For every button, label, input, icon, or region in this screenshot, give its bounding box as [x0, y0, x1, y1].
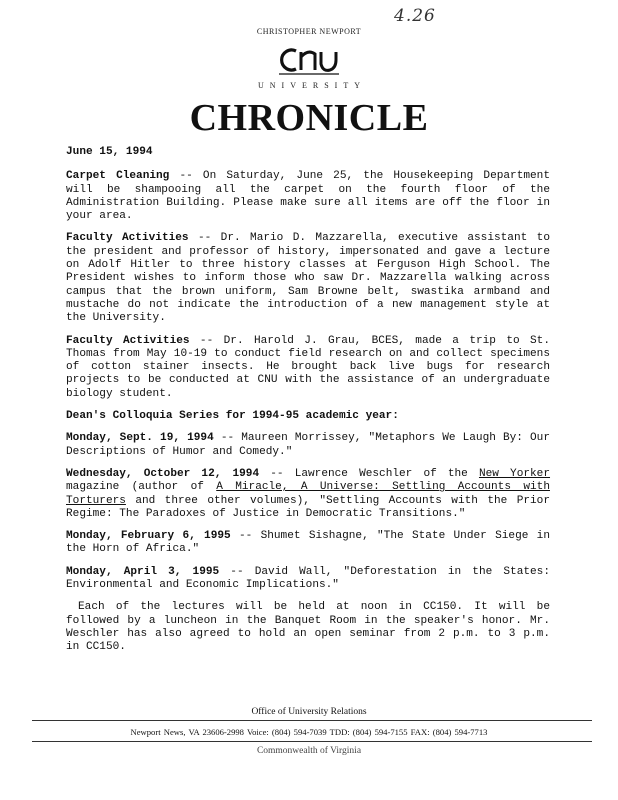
event-4	[66, 566, 550, 593]
closing-paragraph: Each of the lectures will be held at noon in CC150. It will be followed by a luncheon in the Banquet Room in the speaker's honor. Mr. Weschler has also agreed to hold an open seminar from 2 p.m. to 3 p.m. in CC150.	[66, 601, 550, 654]
footer-state: Commonwealth of Virginia	[256, 746, 362, 756]
event-date: Monday, February 6, 1995	[66, 530, 231, 543]
item-text: -- Dr. Mario D. Mazzarella, executive assistant to the president and professor of history, impersonated and gave a lecture on Adolf Hitler to three history classes at Ferguson High School. The President wishes to inform those who saw Dr. Mazzarella walking across campus that the brown uniform, Sam Browne belt, swastika armband and mustache do not indicate the introduction of a new management style at the University.	[66, 232, 550, 325]
masthead-university-name: CHRISTOPHER NEWPORT	[256, 27, 362, 36]
event-text: -- Maureen Morrissey, "Metaphors We Laugh By: Our Descriptions of Humor and Comedy."	[66, 432, 550, 458]
cnu-logo	[274, 40, 344, 78]
event-1	[66, 432, 550, 459]
footer-contact: Newport News, VA 23606-2998 Voice: (804) 594-7039 TDD: (804) 594-7155 FAX: (804) 594-7713	[130, 727, 488, 737]
magazine-title: New Yorker	[478, 467, 551, 480]
event-text: and three other volumes), "Settling Accounts with the Prior Regime: The Paradoxes of Justice in Democratic Transitions."	[66, 494, 550, 520]
item-faculty-activities-2	[66, 335, 550, 401]
handwritten-note: 4.26	[394, 6, 436, 26]
footer-rule-bottom	[32, 741, 592, 742]
event-text: magazine (author of	[66, 481, 217, 494]
item-heading: Faculty Activities	[66, 232, 189, 245]
event-text: -- Lawrence Weschler of the	[259, 467, 479, 480]
event-date: Wednesday, October 12, 1994	[66, 467, 260, 480]
colloquia-heading: Dean's Colloquia Series for 1994-95 academic year:	[66, 410, 399, 423]
event-text: -- Shumet Sishagne, "The State Under Siege in the Horn of Africa."	[66, 530, 550, 556]
event-date: Monday, Sept. 19, 1994	[66, 432, 214, 445]
issue-date: June 15, 1994	[66, 146, 153, 158]
item-text: -- Dr. Harold J. Grau, BCES, made a trip to St. Thomas from May 10-19 to conduct field research on and collect specimens of cotton stainer insects. He brought back live bugs for research projects to be conducted at CNU with the assistance of an undergraduate biology student.	[66, 334, 550, 400]
item-heading: Faculty Activities	[66, 334, 190, 347]
footer-office: Office of University Relations	[251, 707, 367, 717]
footer-rule-top	[32, 720, 592, 721]
event-text: -- David Wall, "Deforestation in the States: Environmental and Economic Implications."	[66, 565, 550, 592]
event-3	[66, 530, 550, 557]
masthead-university-label: UNIVERSITY	[258, 81, 366, 90]
newsletter-title: CHRONICLE	[189, 97, 429, 139]
item-heading: Carpet Cleaning	[66, 170, 170, 183]
event-date: Monday, April 3, 1995	[66, 565, 220, 578]
item-faculty-activities-1	[66, 232, 550, 325]
item-carpet-cleaning	[66, 170, 550, 223]
book-title: A Miracle, A Universe: Settling Accounts with Torturers	[66, 481, 550, 507]
item-text: -- On Saturday, June 25, the Housekeeping Department will be shampooing all the carpet on the fourth floor of the Administration Building. Please make sure all items are off the floor in your area.	[66, 170, 550, 223]
event-2	[66, 468, 550, 521]
masthead	[0, 27, 618, 90]
newsletter-body	[66, 146, 550, 664]
